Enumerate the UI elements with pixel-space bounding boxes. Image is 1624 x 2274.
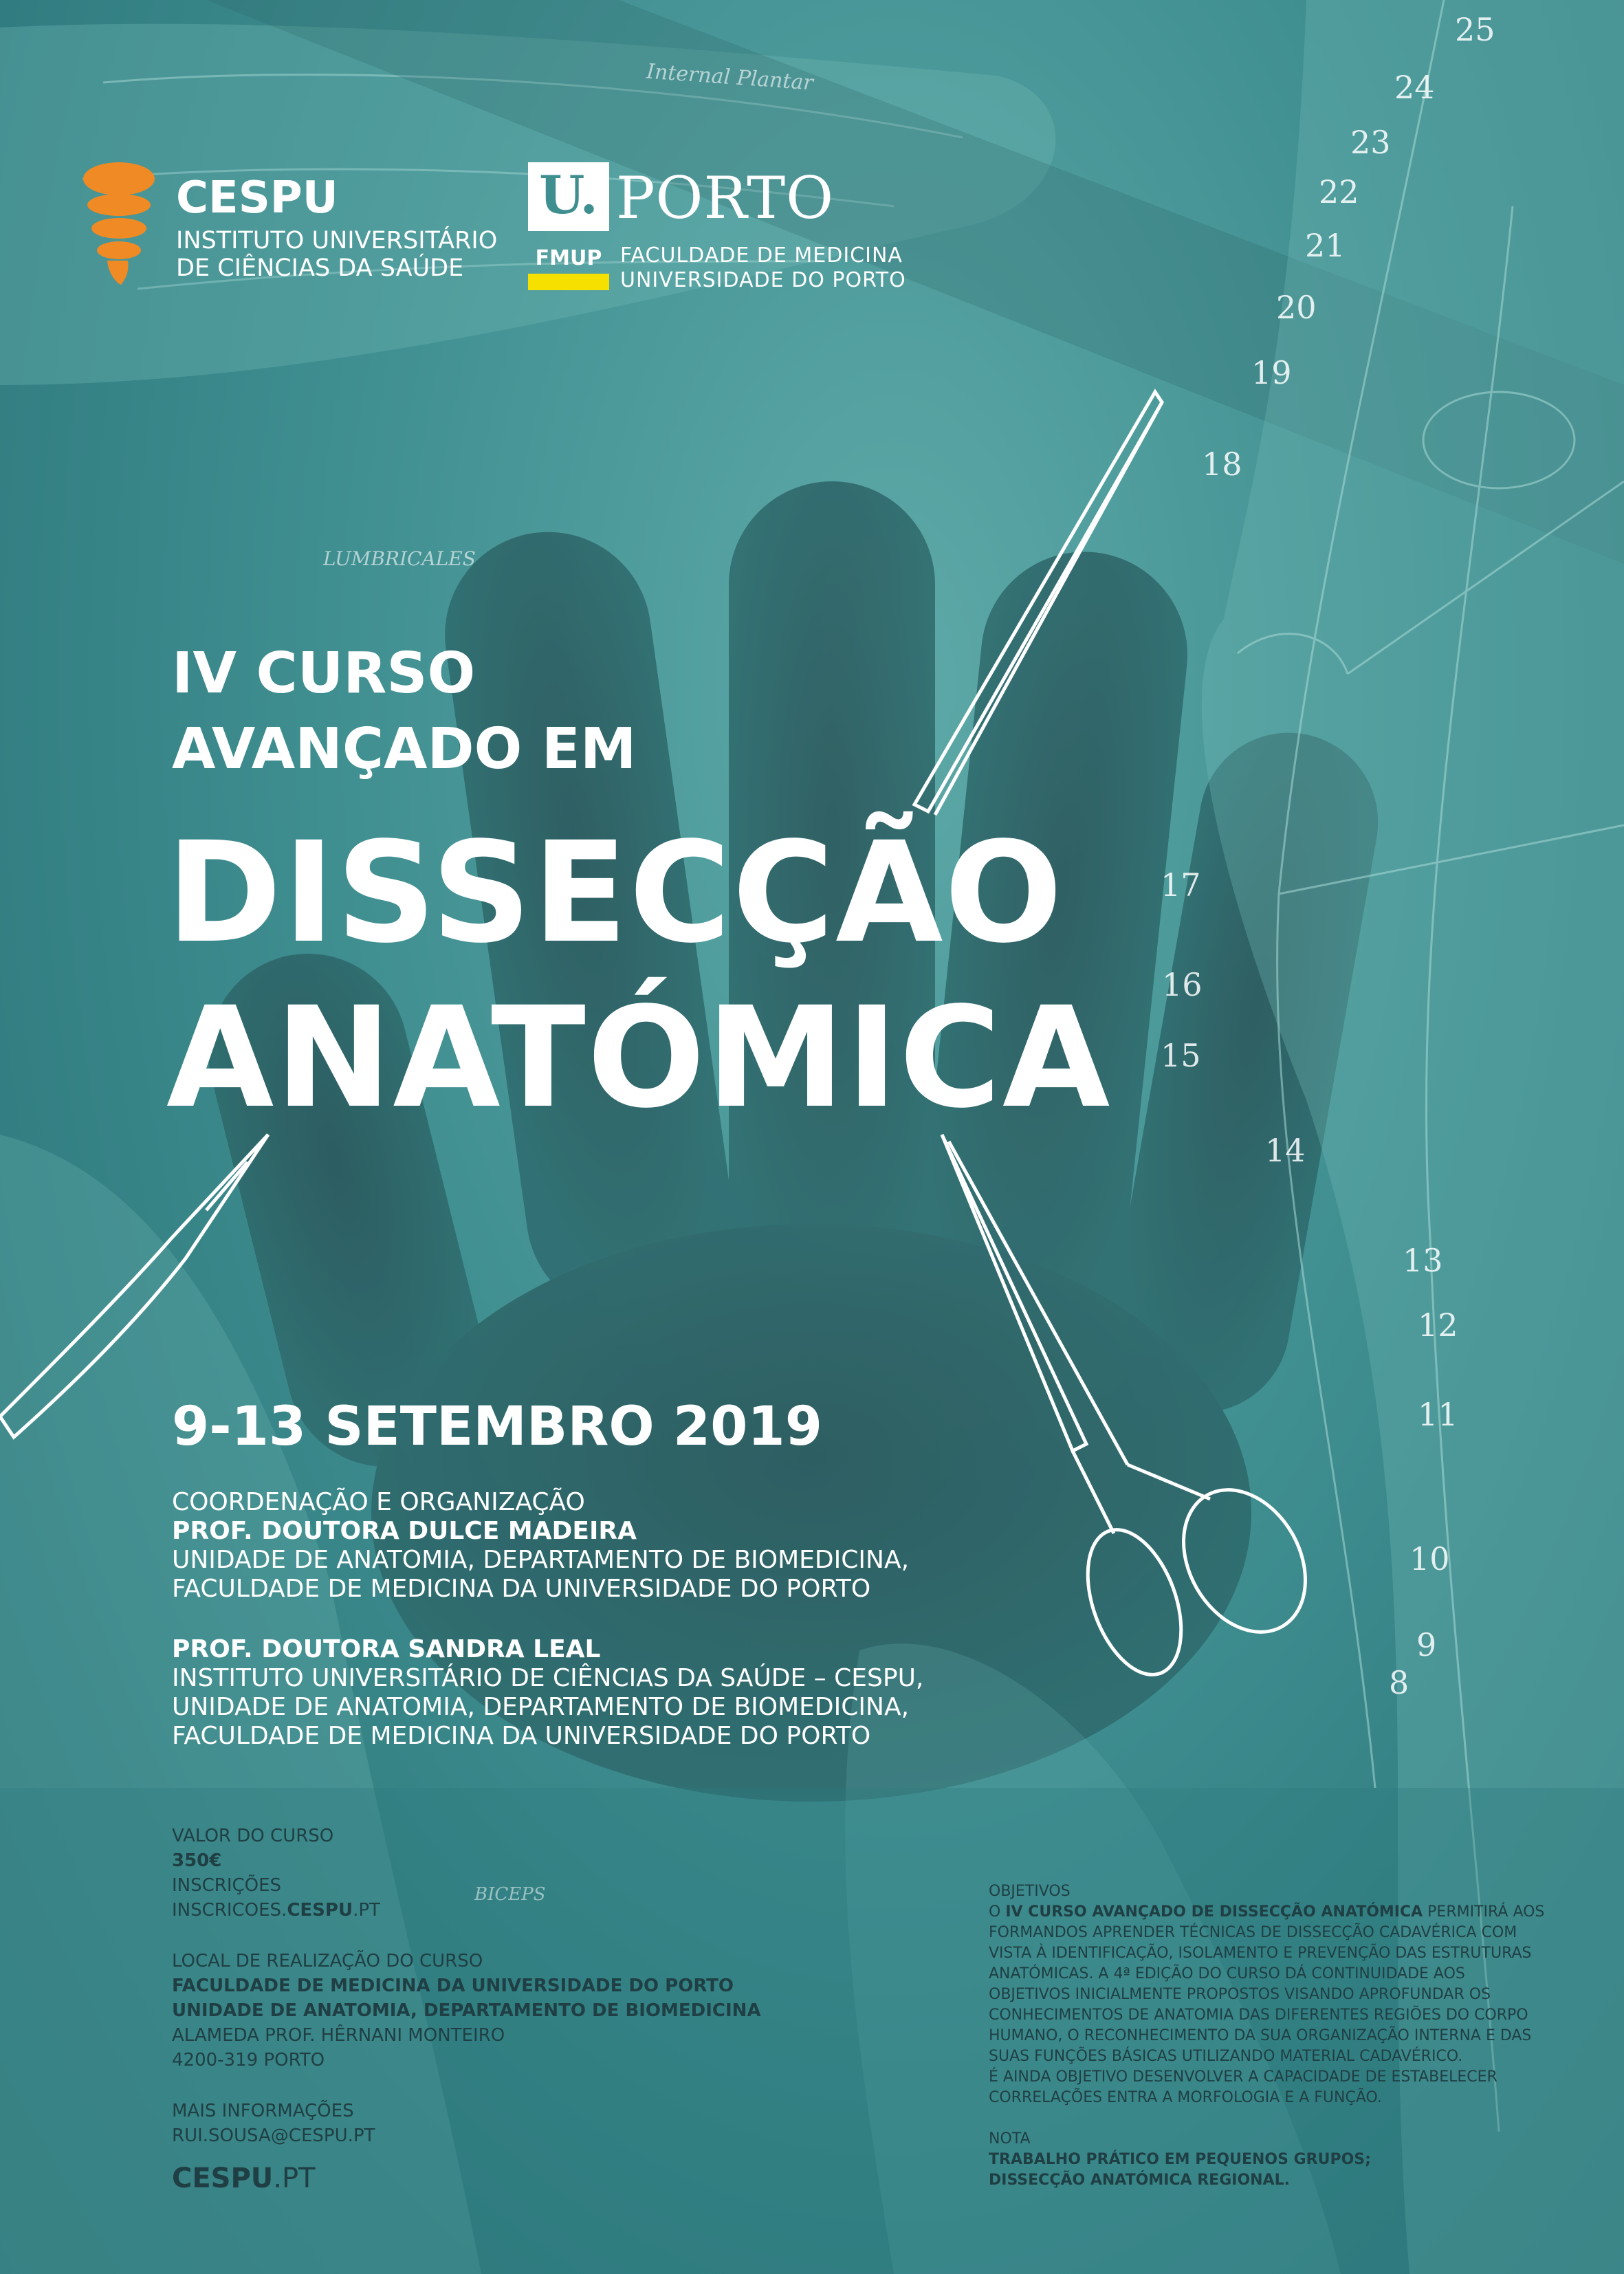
coordinator2-affiliation-line1: INSTITUTO UNIVERSITÁRIO DE CIÊNCIAS DA SAÚDE – CESPU,: [172, 1664, 924, 1692]
coordinator1-affiliation-line1: UNIDADE DE ANATOMIA, DEPARTAMENTO DE BIOMEDICINA,: [172, 1546, 910, 1574]
coordinator2-affiliation-line2: UNIDADE DE ANATOMIA, DEPARTAMENTO DE BIOMEDICINA,: [172, 1693, 910, 1721]
venue-line4: 4200-319 PORTO: [172, 2050, 325, 2070]
website-bold: CESPU: [172, 2163, 274, 2194]
objectives-line9: É AINDA OBJETIVO DESENVOLVER A CAPACIDADE DE ESTABELECER: [989, 2068, 1497, 2086]
objectives-line7: HUMANO, O RECONHECIMENTO DA SUA ORGANIZAÇÃO INTERNA E DAS: [989, 2027, 1532, 2044]
objectives-line1-suffix: PERMITIRÁ AOS: [1423, 1903, 1545, 1921]
illustration-number: 20: [1276, 289, 1317, 326]
illustration-number: 12: [1418, 1307, 1458, 1344]
website-suffix: .PT: [273, 2163, 316, 2194]
objectives-line3: VISTA À IDENTIFICAÇÃO, ISOLAMENTO E PREVENÇÃO DAS ESTRUTURAS: [989, 1945, 1532, 1962]
objectives-line1: [989, 1902, 1544, 1923]
illustration-number: 22: [1319, 173, 1359, 210]
illustration-number: 13: [1403, 1242, 1443, 1279]
more-info-email[interactable]: RUI.SOUSA@CESPU.PT: [172, 2125, 375, 2146]
title-line1: IV CURSO: [172, 641, 476, 706]
coordinator2-affiliation-line3: FACULDADE DE MEDICINA DA UNIVERSIDADE DO PORTO: [172, 1722, 871, 1750]
coordinator1-name: PROF. DOUTORA DULCE MADEIRA: [172, 1517, 637, 1545]
more-info-label: MAIS INFORMAÇÕES: [172, 2101, 354, 2121]
fmup-yellow-bar: [528, 274, 609, 290]
fmup-line2: UNIVERSIDADE DO PORTO: [620, 268, 906, 292]
venue-label: LOCAL DE REALIZAÇÃO DO CURSO: [172, 1951, 483, 1971]
uporto-mark-box: [528, 162, 609, 231]
signup-suffix: .PT: [353, 1900, 380, 1921]
course-date: 9-13 SETEMBRO 2019: [172, 1396, 822, 1458]
title-line4: ANATÓMICA: [166, 976, 1112, 1139]
cespu-subtitle-line1: INSTITUTO UNIVERSITÁRIO: [176, 227, 498, 254]
cespu-emblem-icon: [81, 161, 157, 285]
cespu-subtitle-line2: DE CIÊNCIAS DA SAÚDE: [176, 254, 464, 282]
cespu-name: CESPU: [176, 173, 338, 223]
illustration-number: 21: [1305, 227, 1346, 264]
website-link[interactable]: [172, 2163, 316, 2194]
title-line3: DISSECÇÃO: [166, 811, 1064, 974]
coordination-block: [172, 1489, 923, 1750]
illustration-label: Internal Plantar: [646, 59, 814, 96]
illustration-number: 9: [1416, 1626, 1437, 1663]
illustration-number: 10: [1409, 1540, 1450, 1577]
venue-line3: ALAMEDA PROF. HÊRNANI MONTEIRO: [172, 2025, 505, 2046]
note-line1: TRABALHO PRÁTICO EM PEQUENOS GRUPOS;: [989, 2151, 1371, 2168]
note-label: NOTA: [989, 2130, 1031, 2147]
objectives-line10: CORRELAÇÕES ENTRA A MORFOLOGIA E A FUNÇÃO.: [989, 2089, 1382, 2106]
title-line2: AVANÇADO EM: [172, 717, 637, 782]
objectives-label: OBJETIVOS: [989, 1883, 1071, 1900]
illustration-number: 14: [1265, 1132, 1306, 1169]
illustration-number: 15: [1161, 1037, 1201, 1074]
illustration-number: 18: [1202, 446, 1242, 483]
objectives-line2: FORMANDOS APRENDER TÉCNICAS DE DISSECÇÃO CADAVÉRICA COM: [989, 1924, 1517, 1941]
details-block: [172, 1824, 761, 2148]
illustration-number: 17: [1161, 866, 1201, 904]
fmup-tag: FMUP: [535, 246, 602, 270]
illustration-number: 23: [1350, 124, 1391, 161]
price-label: VALOR DO CURSO: [172, 1826, 334, 1846]
illustration-label: LUMBRICALES: [323, 547, 476, 570]
illustration-label: BICEPS: [474, 1884, 546, 1905]
objectives-line8: SUAS FUNÇÕES BÁSICAS UTILIZANDO MATERIAL CADAVÉRICO.: [989, 2048, 1463, 2065]
illustration-number: 24: [1394, 69, 1435, 106]
fmup-line1: FACULDADE DE MEDICINA: [620, 243, 903, 267]
coordinator2-name: PROF. DOUTORA SANDRA LEAL: [172, 1635, 601, 1663]
signup-link[interactable]: [172, 1898, 761, 1923]
objectives-line1-prefix: O: [989, 1903, 1006, 1921]
signup-label: INSCRIÇÕES: [172, 1875, 282, 1896]
objectives-course-name: IV CURSO AVANÇADO DE DISSECÇÃO ANATÓMICA: [1005, 1903, 1423, 1921]
uporto-mark: U.: [539, 164, 598, 226]
illustration-number: 19: [1251, 354, 1292, 391]
fmup-tag-box: [528, 245, 609, 290]
coordinator1-affiliation-line2: FACULDADE DE MEDICINA DA UNIVERSIDADE DO PORTO: [172, 1575, 871, 1603]
illustration-number: 8: [1389, 1664, 1409, 1701]
signup-prefix: INSCRICOES.: [172, 1900, 287, 1921]
objectives-block: [989, 1881, 1544, 2191]
objectives-line4: ANATÓMICAS. A 4ª EDIÇÃO DO CURSO DÁ CONTINUIDADE AOS: [989, 1965, 1465, 1982]
note-line2: DISSECÇÃO ANATÓMICA REGIONAL.: [989, 2172, 1290, 2189]
illustration-number: 11: [1418, 1396, 1458, 1433]
venue-line2: UNIDADE DE ANATOMIA, DEPARTAMENTO DE BIOMEDICINA: [172, 2000, 761, 2021]
signup-bold: CESPU: [287, 1900, 353, 1921]
illustration-number: 25: [1455, 11, 1495, 48]
uporto-word: PORTO: [616, 164, 835, 232]
coordination-heading: COORDENAÇÃO E ORGANIZAÇÃO: [172, 1488, 585, 1516]
objectives-line6: CONHECIMENTOS DE ANATOMIA DAS DIFERENTES REGIÕES DO CORPO: [989, 2007, 1528, 2024]
venue-line1: FACULDADE DE MEDICINA DA UNIVERSIDADE DO PORTO: [172, 1976, 734, 1996]
price-value: 350€: [172, 1850, 222, 1871]
illustration-number: 16: [1162, 966, 1203, 1003]
objectives-line5: OBJETIVOS INICIALMENTE PROPOSTOS VISANDO APROFUNDAR OS: [989, 1986, 1491, 2003]
